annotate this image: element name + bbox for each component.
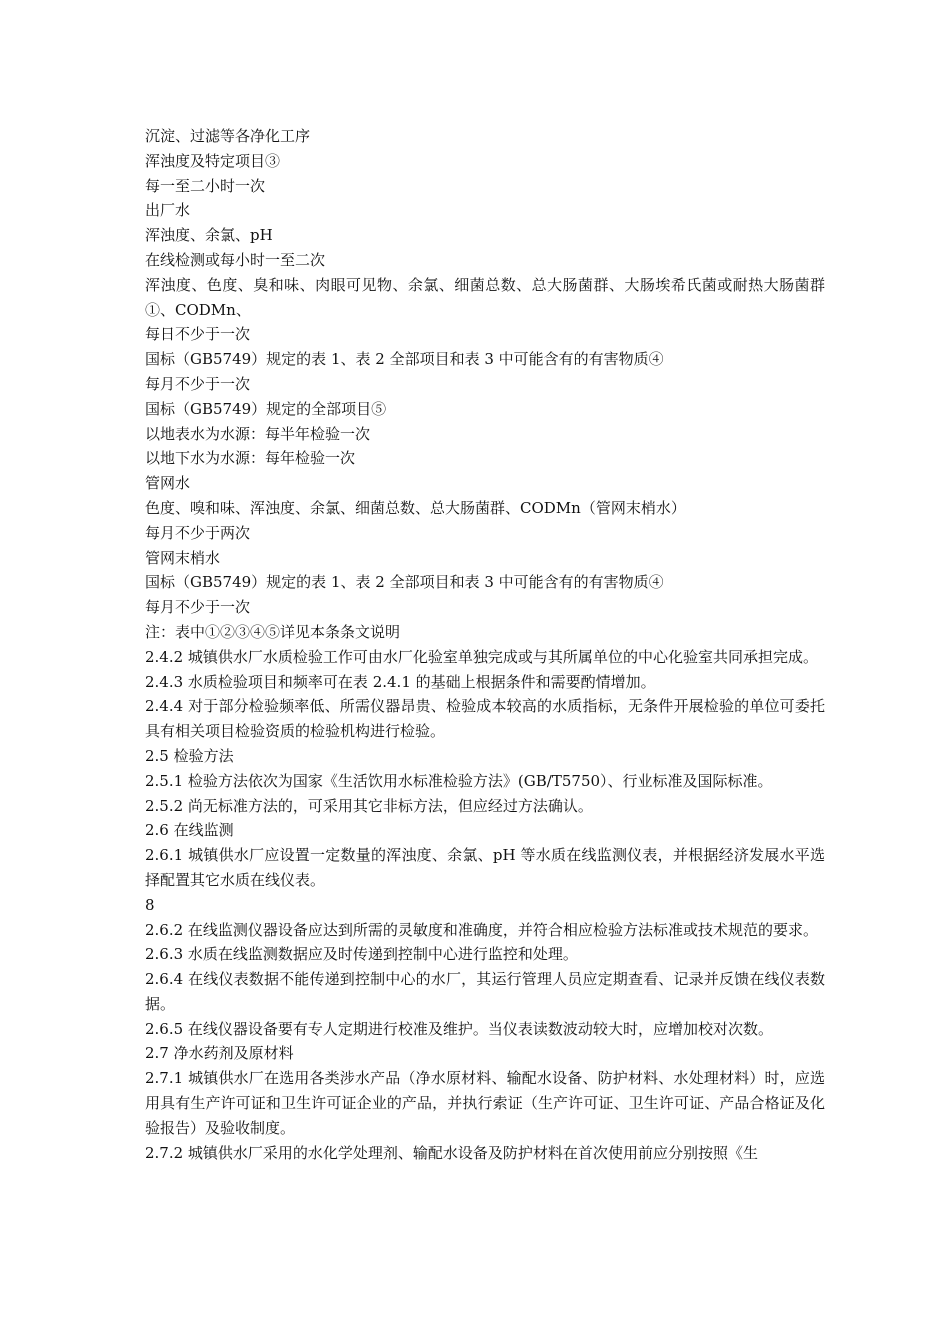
text-line: 每月不少于两次: [145, 523, 251, 542]
text-line: 在线检测或每小时一至二次: [145, 250, 326, 269]
text-line: 每一至二小时一次: [145, 176, 266, 195]
page-number: 8: [145, 895, 155, 914]
text-line: 浑浊度及特定项目③: [145, 151, 281, 170]
document-body: [145, 124, 825, 1165]
text-line: 色度、嗅和味、浑浊度、余氯、细菌总数、总大肠菌群、CODMn（管网末梢水）: [145, 498, 686, 517]
clause-2-6-1: 2.6.1 城镇供水厂应设置一定数量的浑浊度、余氯、pH 等水质在线监测仪表，并根据经济发展水平选择配置其它水质在线仪表。: [145, 846, 825, 889]
clause-2-5-1: 2.5.1 检验方法依次为国家《生活饮用水标准检验方法》(GB/T5750）、行业标准及国际标准。: [145, 771, 773, 790]
text-line: 浑浊度、余氯、pH: [145, 226, 273, 245]
clause-2-6-3: 2.6.3 水质在线监测数据应及时传递到控制中心进行监控和处理。: [145, 945, 578, 964]
text-line: 管网水: [145, 474, 191, 493]
clause-2-6-5: 2.6.5 在线仪器设备要有专人定期进行校准及维护。当仪表读数波动较大时，应增加校对次数。: [145, 1019, 773, 1038]
text-line: 国标（GB5749）规定的表 1、表 2 全部项目和表 3 中可能含有的有害物质④: [145, 573, 664, 592]
section-heading-2-7: 2.7 净水药剂及原材料: [145, 1044, 294, 1063]
text-line: 每月不少于一次: [145, 374, 251, 393]
text-line: 每月不少于一次: [145, 598, 251, 617]
clause-2-4-3: 2.4.3 水质检验项目和频率可在表 2.4.1 的基础上根据条件和需要酌情增加。: [145, 672, 656, 691]
text-line: 国标（GB5749）规定的全部项目⑤: [145, 399, 387, 418]
text-line: 国标（GB5749）规定的表 1、表 2 全部项目和表 3 中可能含有的有害物质④: [145, 350, 664, 369]
section-heading-2-5: 2.5 检验方法: [145, 746, 234, 765]
text-line: 以地下水为水源：每年检验一次: [145, 449, 356, 468]
text-line: 出厂水: [145, 201, 191, 220]
table-note: 注：表中①②③④⑤详见本条条文说明: [145, 622, 401, 641]
clause-2-7-2: 2.7.2 城镇供水厂采用的水化学处理剂、输配水设备及防护材料在首次使用前应分别按照《生: [145, 1143, 758, 1162]
text-line: 以地表水为水源：每半年检验一次: [145, 424, 371, 443]
clause-2-4-4: 2.4.4 对于部分检验频率低、所需仪器昂贵、检验成本较高的水质指标，无条件开展检验的单位可委托具有相关项目检验资质的检验机构进行检验。: [145, 697, 825, 741]
text-line: 每日不少于一次: [145, 325, 251, 344]
clause-2-4-2: 2.4.2 城镇供水厂水质检验工作可由水厂化验室单独完成或与其所属单位的中心化验室共同承担完成。: [145, 647, 818, 666]
clause-2-5-2: 2.5.2 尚无标准方法的，可采用其它非标方法，但应经过方法确认。: [145, 796, 593, 815]
section-heading-2-6: 2.6 在线监测: [145, 821, 234, 840]
text-line: 管网末梢水: [145, 548, 221, 567]
clause-2-6-2: 2.6.2 在线监测仪器设备应达到所需的灵敏度和准确度，并符合相应检验方法标准或技术规范的要求。: [145, 920, 818, 939]
text-line: 浑浊度、色度、臭和味、肉眼可见物、余氯、细菌总数、总大肠菌群、大肠埃希氏菌或耐热大肠菌群①、CODMn、: [145, 275, 825, 319]
clause-2-6-4: 2.6.4 在线仪表数据不能传递到控制中心的水厂，其运行管理人员应定期查看、记录并反馈在线仪表数据。: [145, 970, 825, 1013]
clause-2-7-1: 2.7.1 城镇供水厂在选用各类涉水产品（净水原材料、输配水设备、防护材料、水处理材料）时，应选用具有生产许可证和卫生许可证企业的产品，并执行索证（生产许可证、卫生许可证、产品合格证及化验报告）及验收制度。: [145, 1069, 825, 1137]
text-line: 沉淀、过滤等各净化工序: [145, 127, 311, 145]
